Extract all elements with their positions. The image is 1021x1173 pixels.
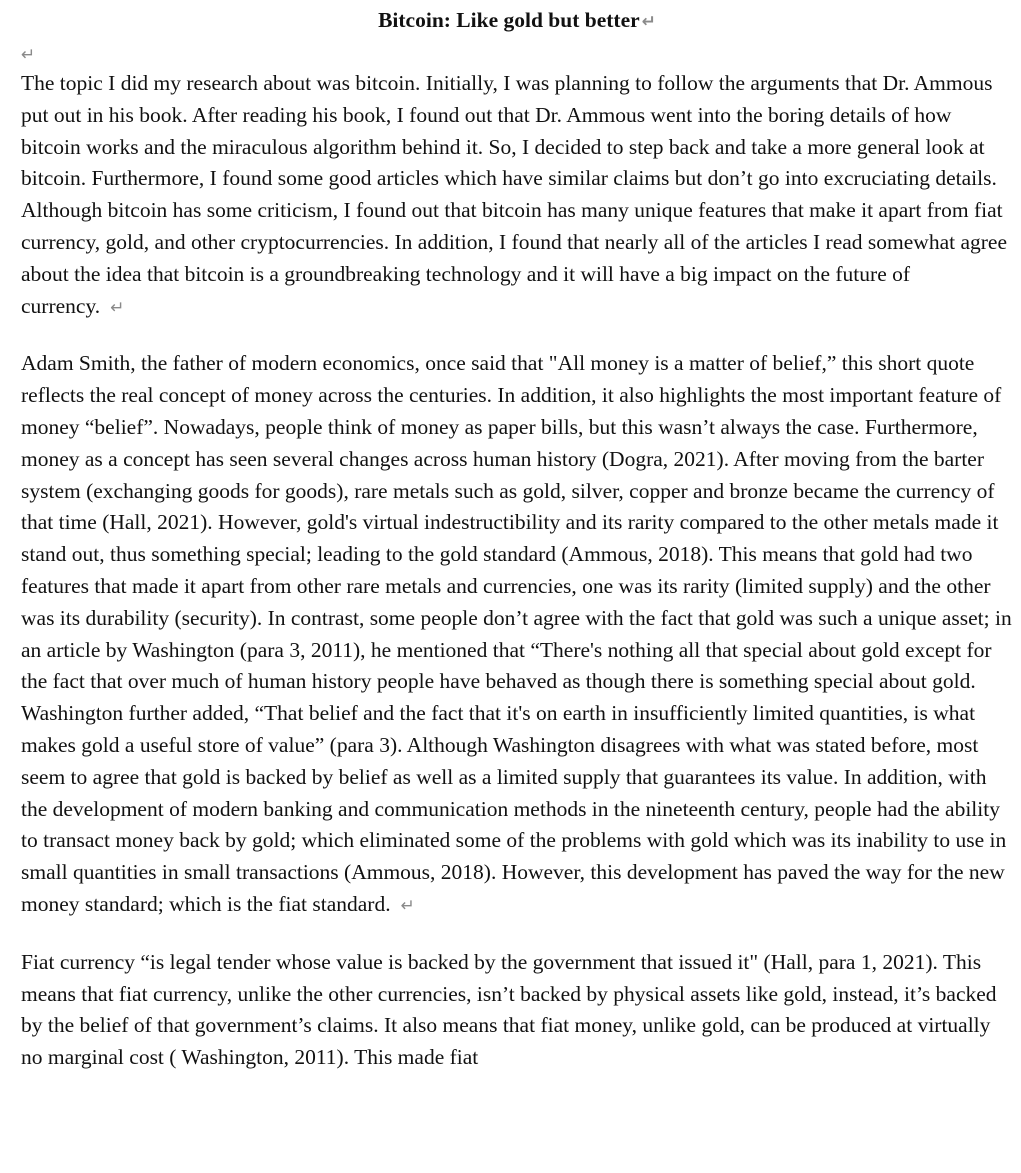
document-title bbox=[21, 4, 1013, 38]
body-paragraph-2 bbox=[21, 348, 1013, 922]
body-paragraph-1 bbox=[21, 68, 1013, 324]
paragraph-mark-icon: ↵ bbox=[21, 45, 36, 65]
body-paragraph-3 bbox=[21, 947, 1013, 1074]
paragraph-text: The topic I did my research about was bitcoin. Initially, I was planning to follow the arguments that Dr. Ammous put out in his book. After reading his book, I found out that Dr. Ammous went into the boring details of how bitcoin works and the miraculous algorithm behind it. So, I decided to step back and take a more general look at bitcoin. Furthermore, I found some good articles which have similar claims but don’t go into excruciating details. Although bitcoin has some criticism, I found out that bitcoin has many unique features that make it apart from fiat currency, gold, and other cryptocurrencies. In addition, I found that nearly all of the articles I read somewhat agree about the idea that bitcoin is a groundbreaking technology and it will have a big impact on the future of currency. bbox=[21, 71, 1008, 318]
paragraph-text: Adam Smith, the father of modern economics, once said that "All money is a matter of belief,” this short quote reflects the real concept of money across the centuries. In addition, it also highlights the most important feature of money “belief”. Nowadays, people think of money as paper bills, but this wasn’t always the case. Furthermore, money as a concept has seen several changes across human history (Dogra, 2021). After moving from the barter system (exchanging goods for goods), rare metals such as gold, silver, copper and bronze became the currency of that time (Hall, 2021). However, gold's virtual indestructibility and its rarity compared to the other metals made it stand out, thus something special; leading to the gold standard (Ammous, 2018). This means that gold had two features that made it apart from other rare metals and currencies, one was its rarity (limited supply) and the other was its durability (security). In contrast, some people don’t agree with the fact that gold was such a unique asset; in an article by Washington (para 3, 2011), he mentioned that “There's nothing all that special about gold except for the fact that over much of human history people have behaved as though there is something special about gold. Washington further added, “That belief and the fact that it's on earth in insufficiently limited quantities, is what makes gold a useful store of value” (para 3). Although Washington disagrees with what was stated before, most seem to agree that gold is backed by belief as well as a limited supply that guarantees its value. In addition, with the development of modern banking and communication methods in the nineteenth century, people had the ability to transact money back by gold; which eliminated some of the problems with gold which was its inability to use in small quantities in small transactions (Ammous, 2018). However, this development has paved the way for the new money standard; which is the fiat standard. bbox=[21, 351, 1012, 916]
empty-paragraph bbox=[21, 38, 1013, 68]
paragraph-mark-icon: ↵ bbox=[641, 12, 656, 32]
paragraph-mark-icon: ↵ bbox=[400, 895, 415, 916]
paragraph-mark-icon: ↵ bbox=[110, 297, 125, 318]
document-title-text: Bitcoin: Like gold but better bbox=[378, 8, 640, 32]
paragraph-text: Fiat currency “is legal tender whose value is backed by the government that issued it" (Hall, para 1, 2021). This means that fiat currency, unlike the other currencies, isn’t backed by physical assets like gold, instead, it’s backed by the belief of that government’s claims. It also means that fiat money, unlike gold, can be produced at virtually no marginal cost ( Washington, 2011). This made fiat bbox=[21, 949, 997, 1070]
document-page bbox=[21, 4, 1013, 1098]
